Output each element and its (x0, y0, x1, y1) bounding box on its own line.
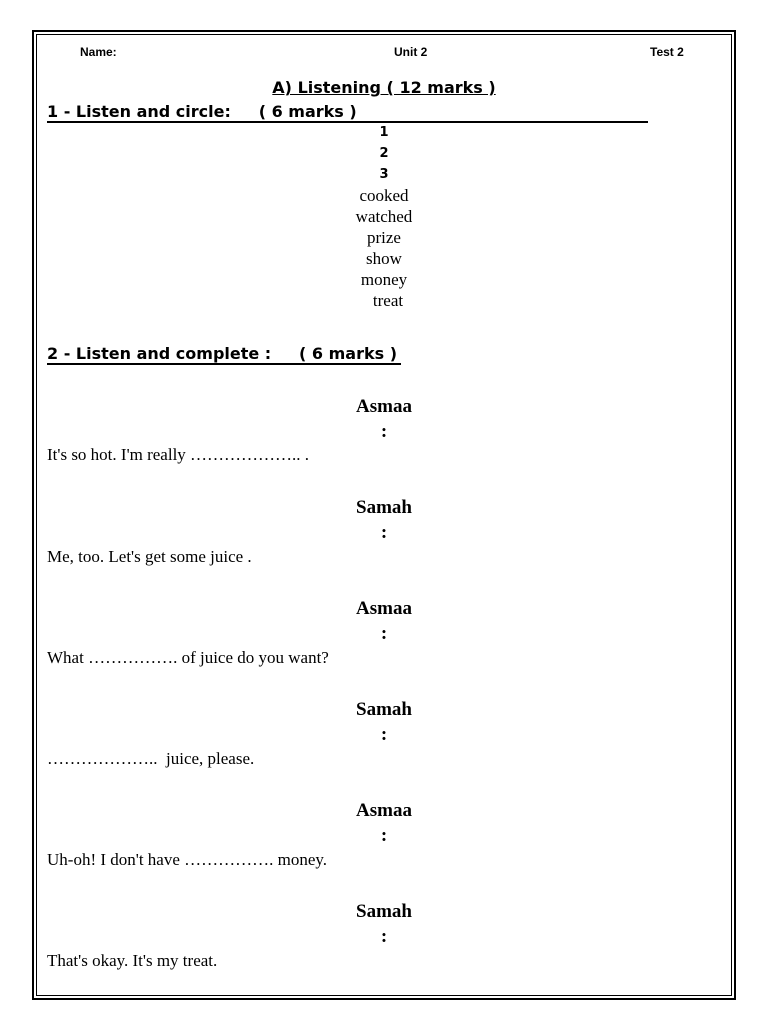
speaker-name: Samah (356, 699, 412, 720)
speaker-name: Asmaa (356, 396, 412, 417)
dialogue-line: Me, too. Let's get some juice . (47, 547, 252, 566)
speaker-colon: : (380, 724, 388, 745)
page-title: A) Listening ( 12 marks ) (272, 78, 496, 97)
word-option: show (366, 249, 402, 268)
choice-number: 3 (379, 167, 389, 182)
speaker-colon: : (380, 825, 388, 846)
speaker-colon: : (380, 421, 388, 442)
word-option: treat (372, 291, 404, 310)
name-label: Name: (80, 45, 117, 59)
speaker-name: Asmaa (356, 800, 412, 821)
choice-number: 2 (379, 146, 389, 161)
word-option: prize (367, 228, 401, 247)
choice-number: 1 (379, 125, 389, 140)
dialogue-line: It's so hot. I'm really ……………….. . (47, 445, 310, 464)
speaker-colon: : (380, 926, 388, 947)
word-option: cooked (359, 186, 409, 205)
dialogue-line: Uh-oh! I don't have ……………. money. (47, 850, 328, 869)
speaker-colon: : (380, 522, 388, 543)
test-label: Test 2 (650, 45, 684, 59)
dialogue-line: ……………….. juice, please. (47, 749, 255, 768)
section2-heading: 2 - Listen and complete : ( 6 marks ) (47, 344, 401, 365)
word-option: watched (355, 207, 413, 226)
speaker-name: Samah (356, 497, 412, 518)
speaker-colon: : (380, 623, 388, 644)
speaker-name: Asmaa (356, 598, 412, 619)
dialogue-line: That's okay. It's my treat. (47, 951, 218, 970)
unit-label: Unit 2 (394, 45, 428, 59)
word-option: money (360, 270, 408, 289)
speaker-name: Samah (356, 901, 412, 922)
dialogue-line: What ……………. of juice do you want? (47, 648, 329, 667)
section1-heading: 1 - Listen and circle: ( 6 marks ) (47, 102, 648, 123)
